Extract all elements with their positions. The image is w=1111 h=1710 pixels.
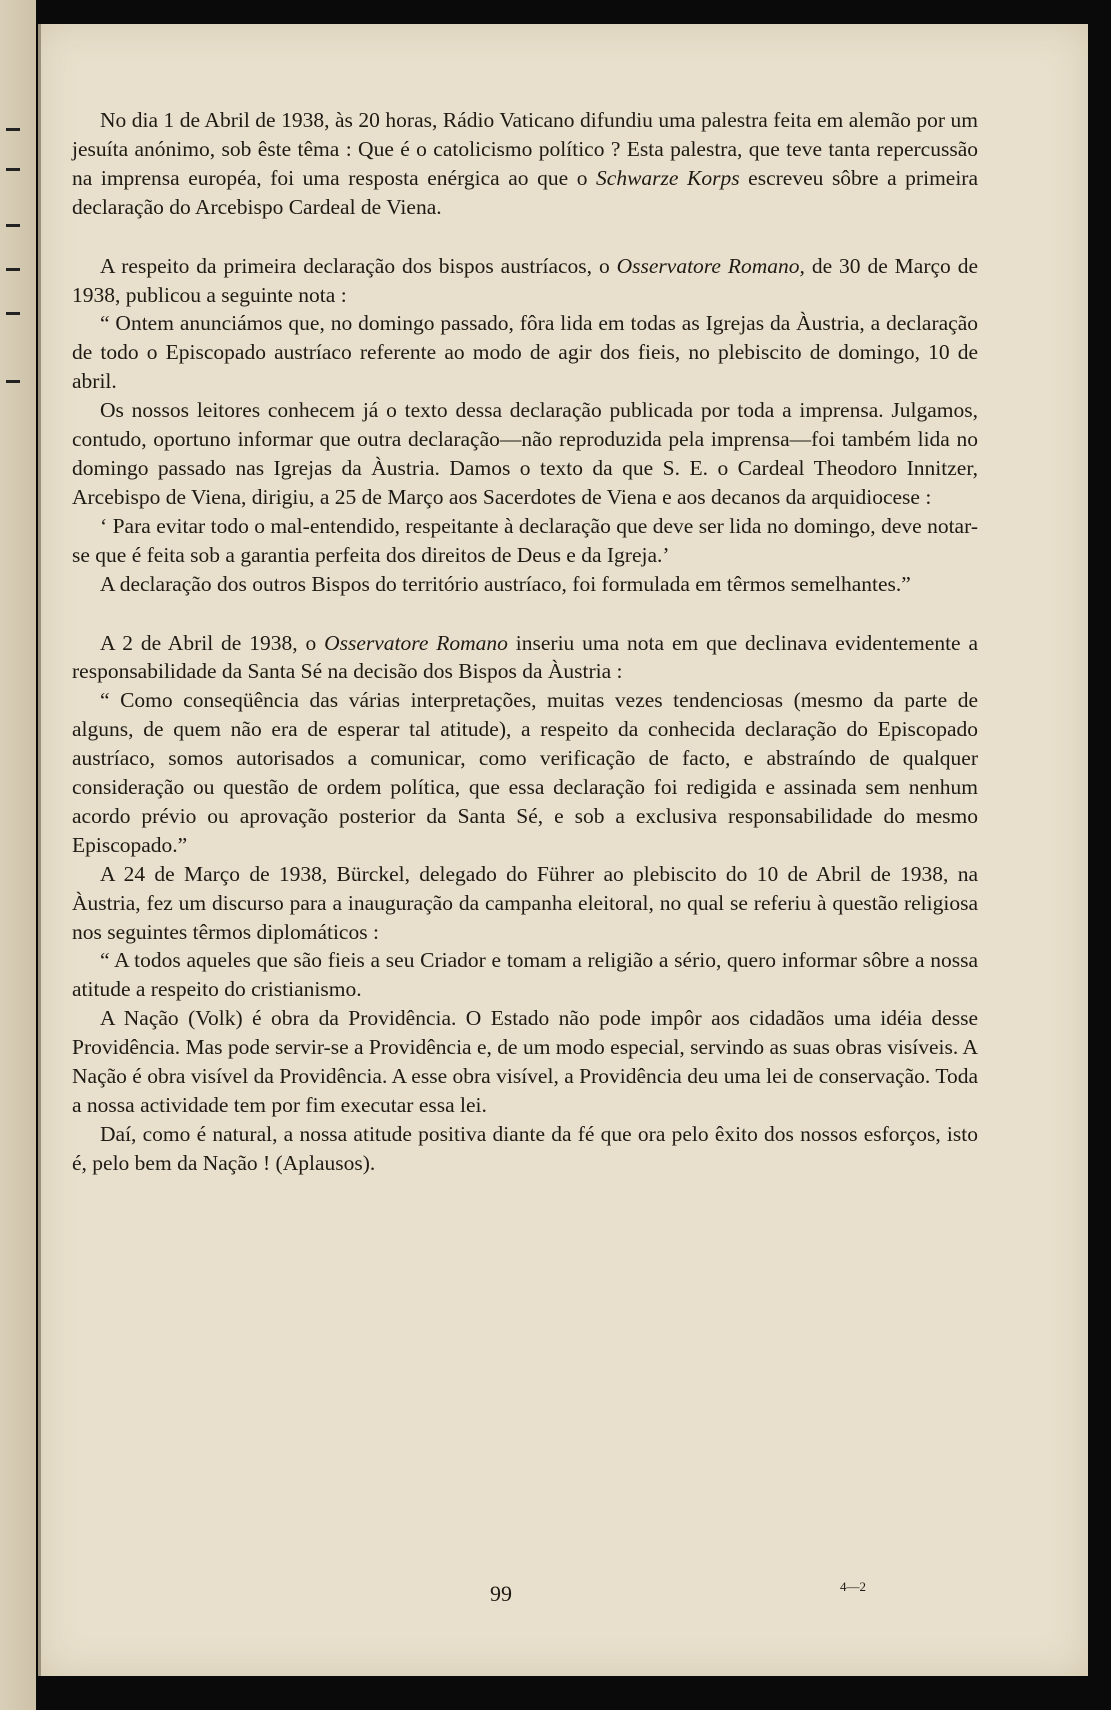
quote-santa-se: “ Como conseqüência das várias interpretações, muitas vezes tendenciosas (mesmo da parte de alguns, de quem não era de esperar tal atitude), a respeito da conhecida declaração do Episcopado austríaco, somos autorisados a comunicar, como verificação de facto, e abstraíndo de qualquer consideração ou questão de ordem política, que essa declaração foi redigida e assinada sem nenhum acordo prévio ou aprovação posterior da Santa Sé, e sob a exclusiva responsabilidade do mesmo Episcopado.”	[72, 688, 978, 857]
quote-criador: “ A todos aqueles que são fieis a seu Criador e tomam a religião a sério, quero informar sôbre a nossa atitude a respeito do cristianismo.	[72, 948, 978, 1002]
paragraph-radio-vaticano	[72, 106, 978, 222]
previous-page-edge	[0, 0, 36, 1710]
margin-mark	[6, 312, 20, 315]
margin-mark	[6, 128, 20, 131]
body-text	[72, 106, 978, 1178]
text-run: de 30 de Março de 1938, publicou a seguinte nota :	[72, 253, 978, 307]
text-run: A 2 de Abril de 1938, o	[100, 630, 325, 655]
paragraph-osservatore-note	[72, 252, 978, 310]
paragraph-leitores: Os nossos leitores conhecem já o texto dessa declaração publicada por toda a imprensa. Julgamos, contudo, oportuno informar que outra declaração—não reproduzida pela imprensa—foi também lida no domingo passado nas Igrejas da Àustria. Damos o texto da que S. E. o Cardeal Theodoro Innitzer, Arcebispo de Viena, dirigiu, a 25 de Março aos Sacerdotes de Viena e aos decanos da arquidiocese :	[72, 398, 978, 509]
text-run: No dia 1 de Abril de 1938, às 20 horas, Rádio Vaticano difundiu uma palestra feita em alemão por um jesuíta anónimo, sob êste têma : Que é o catolicismo político ? Esta palestra, que teve tanta repercussão na imprensa européa, foi uma resposta enérgica ao que o	[72, 108, 978, 190]
signature-mark: 4—2	[840, 1579, 866, 1594]
text-run: A respeito da primeira declaração dos bispos austríacos, o	[100, 253, 617, 278]
italic-title-schwarze-korps: Schwarze Korps	[596, 165, 740, 190]
paragraph-burckel: A 24 de Março de 1938, Bürckel, delegado do Führer ao plebiscito do 10 de Abril de 1938, na Àustria, fez um discurso para a inauguração da campanha eleitoral, no qual se referiu à questão religiosa nos seguintes têrmos diplomáticos :	[72, 861, 978, 944]
italic-title-osservatore-romano: Osservatore Romano,	[616, 253, 805, 278]
margin-mark	[6, 268, 20, 271]
paragraph-aplausos: Daí, como é natural, a nossa atitude positiva diante da fé que ora pelo êxito dos nossos esforços, isto é, pelo bem da Nação ! (Aplausos).	[72, 1121, 978, 1175]
quote-ontem: “ Ontem anunciámos que, no domingo passado, fôra lida em todas as Igrejas da Àustria, a declaração de todo o Episcopado austríaco referente ao modo de agir dos fieis, no plebiscito de domingo, 10 de abril.	[72, 311, 978, 394]
quote-cardeal: ‘ Para evitar todo o mal-entendido, respeitante à declaração que deve ser lida no domingo, deve notar-se que é feita sob a garantia perfeita dos direitos de Deus e da Igreja.’	[72, 513, 978, 567]
italic-title-osservatore-romano: Osservatore Romano	[324, 630, 508, 655]
page-number: 99	[490, 1581, 512, 1606]
paragraph-nacao-volk: A Nação (Volk) é obra da Providência. O Estado não pode impôr aos cidadãos uma idéia desse Providência. Mas pode servir-se a Providência e, de um modo especial, servindo as suas obras visíveis. A Nação é obra visível da Providência. A esse obra visível, a Providência deu uma lei de conservação. Toda a nossa actividade tem por fim executar essa lei.	[72, 1006, 978, 1117]
margin-mark	[6, 168, 20, 171]
text-run: escreveu sôbre a primeira declaração do Arcebispo Cardeal de Viena.	[72, 165, 979, 219]
margin-mark	[6, 224, 20, 227]
page-footer	[38, 1581, 1088, 1621]
paragraph-outros-bispos: A declaração dos outros Bispos do território austríaco, foi formulada em têrmos semelhantes.”	[100, 571, 911, 596]
paragraph-2-abril	[72, 629, 978, 687]
text-run: inseriu uma nota em que declinava evidentemente a responsabilidade da Santa Sé na decisão dos Bispos da Àustria :	[72, 630, 978, 684]
book-page	[38, 24, 1088, 1676]
margin-mark	[6, 380, 20, 383]
